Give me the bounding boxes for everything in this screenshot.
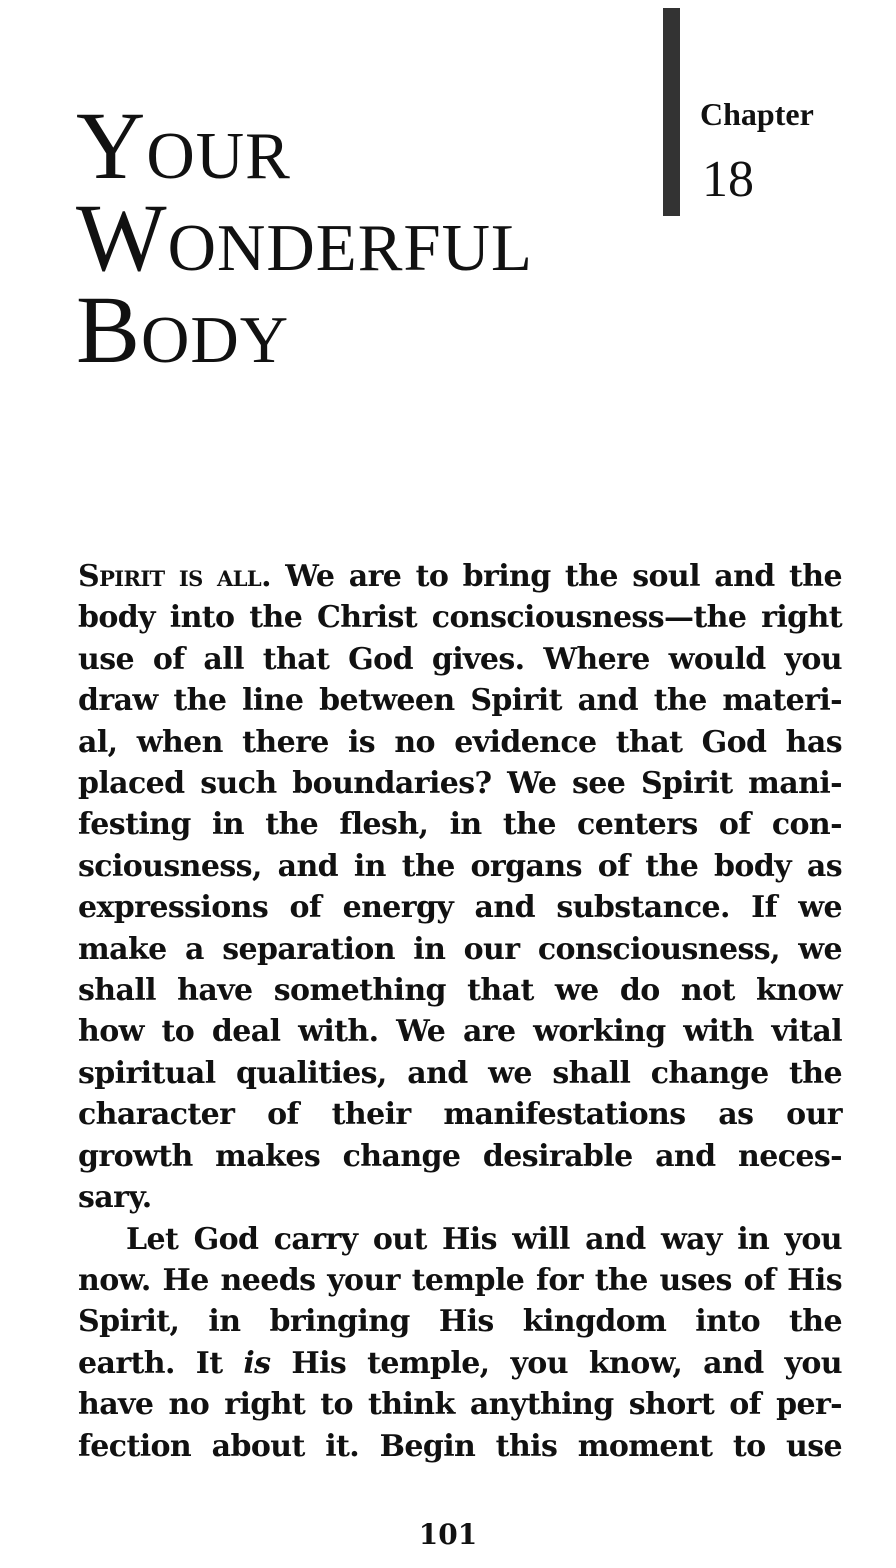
text-line: spiritual qualities, and we shall change the [78,1055,842,1091]
text-line: sciousness, and in the organs of the body as [78,848,842,884]
chapter-divider-bar [663,8,680,216]
text-line: character of their manifestations as our [78,1097,842,1133]
text-line: now. He needs your temple for the uses of His [78,1262,842,1298]
text-line [78,556,842,597]
chapter-number: 18 [702,151,754,208]
title-line: Body [76,276,290,383]
text-line: make a separation in our consciousness, we [78,931,842,967]
text-line: body into the Christ consciousness—the right [78,600,842,636]
text-line: Spirit, in bringing His kingdom into the [78,1304,842,1340]
text-line: have no right to think anything short of per- [78,1387,842,1423]
title-line: Wonderful [76,184,533,291]
line-text: earth. It [78,1345,223,1381]
text-line: use of all that God gives. Where would you [78,641,842,677]
page-number: 101 [418,1518,478,1551]
text-line: festing in the flesh, in the centers of con- [78,807,842,843]
text-line: shall have something that we do not know [78,973,842,1009]
line-text: We are to bring the soul and the [285,559,842,594]
text-line: draw the line between Spirit and the materi- [78,683,842,719]
line-text: His temple, you know, and you [291,1345,842,1381]
emphasis: is [243,1345,271,1381]
lead-in: Spirit is all. [78,559,271,594]
chapter-label: Chapter [700,96,814,132]
chapter-title [76,92,533,383]
text-line: Let God carry out His will and way in you [126,1221,842,1257]
text-line: fection about it. Begin this moment to use [78,1428,842,1464]
text-line: al, when there is no evidence that God has [78,724,842,760]
title-line: Your [76,92,291,199]
body-text [78,556,842,1467]
text-line: expressions of energy and substance. If we [78,890,842,926]
text-line: placed such boundaries? We see Spirit mani- [78,766,842,802]
text-line: how to deal with. We are working with vital [78,1014,842,1050]
text-line: sary. [78,1180,152,1216]
text-line: growth makes change desirable and neces- [78,1138,842,1174]
text-line [78,1343,842,1384]
